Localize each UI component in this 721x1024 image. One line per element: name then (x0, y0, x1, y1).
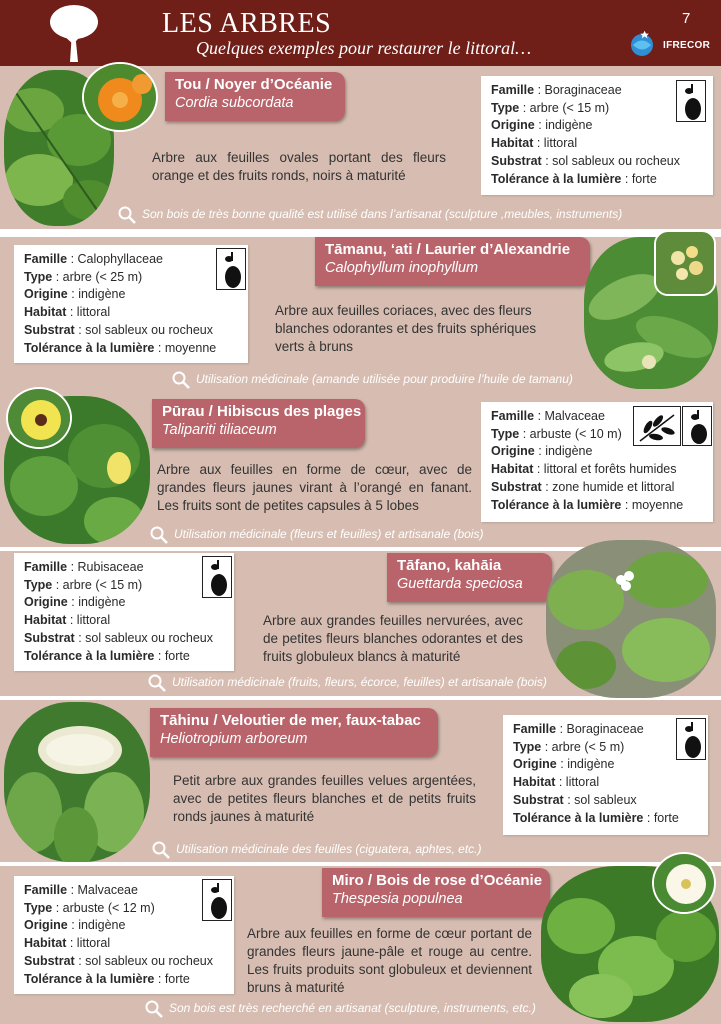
value-origine: : indigène (71, 918, 126, 933)
common-name: Tāfano, kahāia (397, 557, 502, 574)
magnifier-icon (150, 526, 168, 544)
scientific-name: Guettarda speciosa (397, 576, 523, 592)
label-famille: Famille (24, 883, 68, 897)
label-famille: Famille (24, 560, 68, 574)
value-famille: : Malvaceae (70, 883, 138, 897)
label-origine: Origine (513, 757, 557, 772)
label-substrat: Substrat (513, 792, 564, 807)
species-name-box (315, 237, 590, 286)
label-habitat: Habitat (491, 136, 534, 151)
usage-note-text: Utilisation médicinale (fruits, fleurs, écorce, feuilles) et artisanale (bois) (172, 675, 547, 690)
label-habitat: Habitat (24, 936, 67, 951)
label-type: Type (513, 739, 542, 754)
magnifier-icon (172, 371, 190, 389)
common-name: Tāhinu / Veloutier de mer, faux-tabac (160, 712, 421, 729)
species-name-box (165, 72, 345, 121)
value-substrat: : sol sableux ou rocheux (545, 153, 680, 168)
usage-note (118, 206, 622, 224)
usage-note (152, 841, 481, 859)
value-tolerance: : forte (624, 171, 657, 186)
value-origine: : indigène (560, 757, 615, 772)
calophyllum-flower-photo (654, 230, 716, 296)
species-description: Petit arbre aux grandes feuilles velues argentées, avec de petites fleurs blanches et de petits fruits ronds jaunes à maturité (173, 773, 476, 824)
value-type: : arbre (< 15 m) (55, 577, 143, 592)
usage-note (172, 371, 573, 389)
guettarda-photo (546, 540, 716, 698)
label-origine: Origine (491, 118, 535, 133)
common-name: Miro / Bois de rose d’Océanie (332, 872, 543, 889)
cordia-flower-photo (82, 62, 158, 132)
value-habitat: : littoral (69, 936, 111, 951)
fruit-seed-icon (202, 556, 232, 598)
value-habitat: : littoral et forêts humides (536, 462, 677, 477)
thespesia-flower-photo (652, 852, 716, 914)
species-description: Arbre aux feuilles ovales portant des fleurs orange et des fruits ronds, noirs à maturité (152, 150, 446, 183)
label-type: Type (24, 900, 53, 915)
usage-note-text: Son bois est très recherché en artisanat (sculpture, instruments, etc.) (169, 1001, 536, 1016)
value-tolerance: : moyenne (624, 497, 684, 512)
label-substrat: Substrat (491, 479, 542, 494)
scientific-name: Cordia subcordata (175, 95, 294, 111)
tree-logo-icon (48, 2, 100, 64)
usage-note-text: Utilisation médicinale (fleurs et feuilles) et artisanale (bois) (174, 527, 484, 542)
ifrecor-logo-text: IFRECOR (663, 40, 711, 51)
label-substrat: Substrat (24, 322, 75, 337)
value-famille: : Malvaceae (537, 409, 605, 423)
label-substrat: Substrat (24, 630, 75, 645)
label-famille: Famille (491, 83, 535, 97)
label-origine: Origine (24, 918, 68, 933)
label-substrat: Substrat (24, 953, 75, 968)
species-info-card (14, 553, 234, 671)
page-header (0, 0, 721, 66)
label-type: Type (24, 577, 53, 592)
value-substrat: : sol sableux (567, 792, 637, 807)
value-origine: : indigène (71, 595, 126, 610)
species-name-box (322, 868, 550, 917)
value-habitat: : littoral (558, 775, 600, 790)
species-info-card (14, 245, 248, 363)
value-type: : arbre (< 5 m) (544, 739, 625, 754)
value-type: : arbuste (< 10 m) (522, 426, 622, 441)
label-type: Type (491, 100, 520, 115)
scientific-name: Calophyllum inophyllum (325, 260, 479, 276)
label-origine: Origine (491, 444, 535, 459)
label-famille: Famille (513, 722, 557, 736)
value-famille: : Rubisaceae (70, 560, 144, 574)
value-habitat: : littoral (69, 613, 111, 628)
hibiscus-flower-photo (6, 387, 72, 449)
scientific-name: Talipariti tiliaceum (162, 422, 277, 438)
magnifier-icon (152, 841, 170, 859)
common-name: Tāmanu, ‘ati / Laurier d’Alexandrie (325, 241, 571, 258)
label-tolerance: Tolérance à la lumière (24, 340, 155, 355)
magnifier-icon (118, 206, 136, 224)
fruit-seed-icon (216, 248, 246, 290)
page-title: LES ARBRES (162, 8, 332, 39)
label-tolerance: Tolérance à la lumière (491, 171, 622, 186)
label-tolerance: Tolérance à la lumière (24, 971, 155, 986)
value-type: : arbre (< 15 m) (522, 100, 610, 115)
label-habitat: Habitat (491, 462, 534, 477)
magnifier-icon (148, 674, 166, 692)
value-habitat: : littoral (69, 305, 111, 320)
value-substrat: : zone humide et littoral (545, 479, 675, 494)
usage-note (148, 674, 547, 692)
value-famille: : Calophyllaceae (70, 252, 163, 266)
heliotropium-photo (4, 702, 150, 862)
common-name: Pūrau / Hibiscus des plages (162, 403, 362, 420)
label-type: Type (24, 269, 53, 284)
label-tolerance: Tolérance à la lumière (491, 497, 622, 512)
value-type: : arbre (< 25 m) (55, 269, 143, 284)
value-substrat: : sol sableux ou rocheux (78, 630, 213, 645)
label-habitat: Habitat (513, 775, 556, 790)
species-description: Arbre aux feuilles en forme de cœur, avec de grandes fleurs jaunes virant à l’orangé en fanant. Les fruits sont de petites capsules à 5 lobes (157, 462, 472, 513)
value-substrat: : sol sableux ou rocheux (78, 953, 213, 968)
fruit-seed-icon (676, 718, 706, 760)
label-habitat: Habitat (24, 613, 67, 628)
value-tolerance: : forte (646, 810, 679, 825)
value-famille: : Boraginaceae (559, 722, 644, 736)
label-substrat: Substrat (491, 153, 542, 168)
value-origine: : indigène (71, 287, 126, 302)
usage-note-text: Utilisation médicinale (amande utilisée pour produire l’huile de tamanu) (196, 372, 573, 387)
value-origine: : indigène (538, 444, 593, 459)
value-tolerance: : moyenne (157, 340, 217, 355)
magnifier-icon (145, 1000, 163, 1018)
species-name-box (150, 708, 438, 757)
scientific-name: Heliotropium arboreum (160, 731, 308, 747)
label-famille: Famille (491, 409, 535, 423)
label-tolerance: Tolérance à la lumière (513, 810, 644, 825)
species-name-box (152, 399, 365, 448)
value-type: : arbuste (< 12 m) (55, 900, 155, 915)
label-habitat: Habitat (24, 305, 67, 320)
scientific-name: Thespesia populnea (332, 891, 463, 907)
value-tolerance: : forte (157, 648, 190, 663)
species-description: Arbre aux feuilles en forme de cœur portant de grandes fleurs jaune-pâle et rouge au centre. Les fruits produits sont globuleux et deviennent bruns à maturité (247, 926, 532, 995)
value-substrat: : sol sableux ou rocheux (78, 322, 213, 337)
label-famille: Famille (24, 252, 68, 266)
species-description: Arbre aux grandes feuilles nervurées, avec de petites fleurs blanches odorantes et des fruits globuleux blancs à maturité (263, 613, 523, 664)
page-number: 7 (682, 10, 691, 27)
page-subtitle: Quelques exemples pour restaurer le littoral… (196, 38, 532, 58)
common-name: Tou / Noyer d’Océanie (175, 76, 333, 93)
usage-note (145, 1000, 536, 1018)
species-info-card (14, 876, 234, 994)
leaves-icon (633, 406, 681, 446)
usage-note-text: Son bois de très bonne qualité est utilisé dans l’artisanat (sculpture ,meubles, instruments) (142, 207, 623, 222)
fruit-seed-icon (202, 879, 232, 921)
species-name-box (387, 553, 552, 602)
usage-note (150, 526, 483, 544)
value-tolerance: : forte (157, 971, 190, 986)
value-origine: : indigène (538, 118, 593, 133)
species-description: Arbre aux feuilles coriaces, avec des fleurs blanches odorantes et des fruits sphériques verts à bruns (275, 303, 537, 354)
label-type: Type (491, 426, 520, 441)
label-origine: Origine (24, 287, 68, 302)
fruit-seed-icon (676, 80, 706, 122)
fruit-seed-icon (682, 406, 712, 446)
label-tolerance: Tolérance à la lumière (24, 648, 155, 663)
usage-note-text: Utilisation médicinale des feuilles (ciguatera, aphtes, etc.) (176, 842, 482, 857)
value-famille: : Boraginaceae (537, 83, 622, 97)
value-habitat: : littoral (536, 136, 578, 151)
label-origine: Origine (24, 595, 68, 610)
